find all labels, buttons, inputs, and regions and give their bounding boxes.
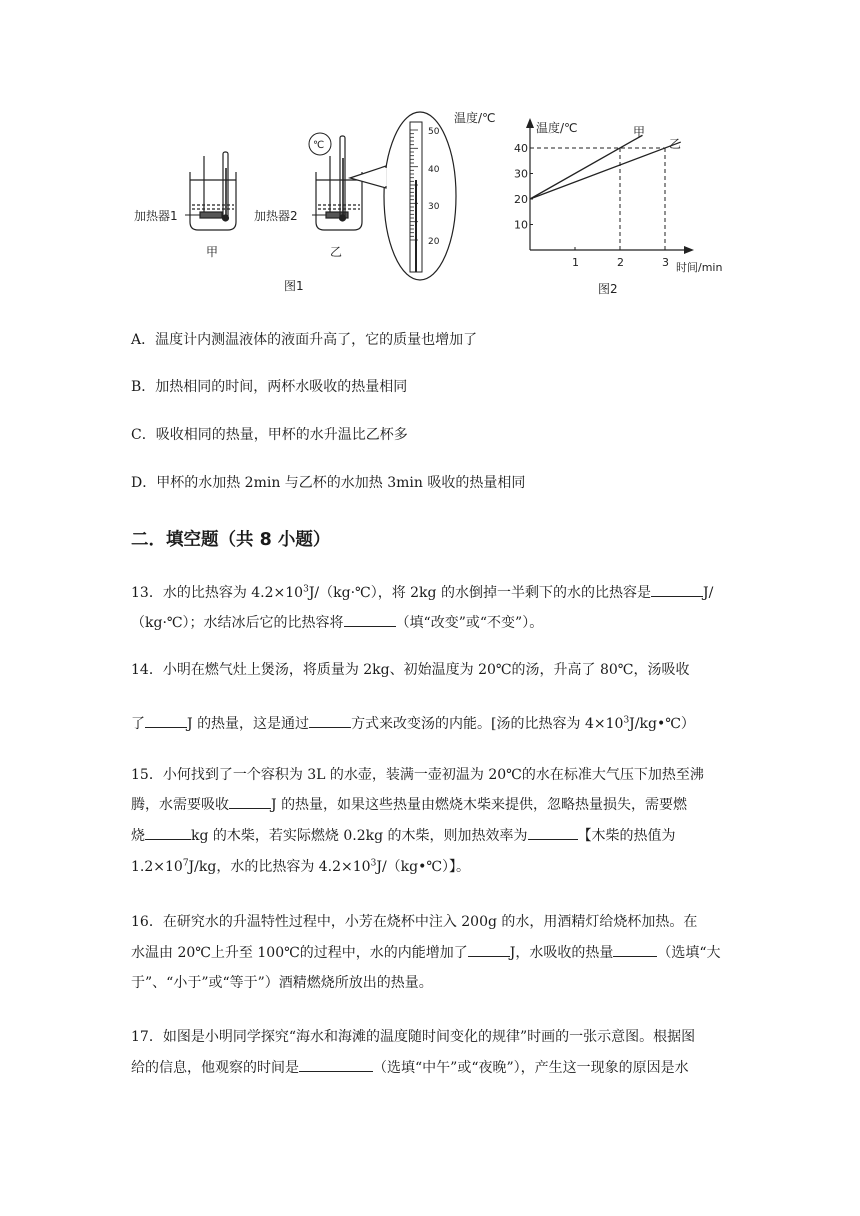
beaker-yi-label: 乙: [330, 245, 343, 259]
q13-text-e: （kg·℃）；水结冰后它的比热容将: [131, 615, 344, 631]
fig2-caption: 图2: [598, 282, 618, 296]
q14-blank-2[interactable]: [309, 713, 351, 728]
q15-text-d: 烧: [131, 828, 145, 844]
q15-text-b: 腾，水需要吸收: [131, 797, 229, 813]
series-label-jia: 甲: [633, 125, 646, 139]
zoom-tick-20: 20: [428, 237, 440, 247]
x-tick-label: 3: [662, 256, 669, 269]
q16-blank-2[interactable]: [613, 942, 657, 957]
x-tick-label: 1: [572, 256, 579, 269]
q14-text-c: J 的热量，这是通过: [187, 716, 310, 732]
q13-text-f: （填“改变”或“不变”）。: [395, 615, 544, 631]
option-d: D．甲杯的水加热 2min 与乙杯的水加热 3min 吸收的热量相同: [131, 475, 526, 491]
q14-text-d: 方式来改变汤的内能。[汤的比热容为 4×10: [351, 716, 624, 732]
q15-blank-2[interactable]: [145, 825, 191, 840]
chart-xlabel: 时间/min: [676, 261, 723, 274]
q15-sup-1: 7: [182, 858, 189, 869]
option-a: A．温度计内测温液体的液面升高了，它的质量也增加了: [131, 332, 478, 348]
q16-line-1: 16．在研究水的升温特性过程中，小芳在烧杯中注入 200g 的水，用酒精灯给烧杯加热。在: [131, 914, 698, 930]
section-title: 二．填空题（共 8 小题）: [131, 530, 331, 550]
q15-text-f: 【木柴的热值为: [577, 828, 676, 844]
heater2-label: 加热器2: [254, 209, 298, 223]
series-line-jia: [530, 135, 643, 199]
q16-line-3: 于”、“小于”或“等于”）酒精燃烧所放出的热量。: [131, 975, 433, 991]
beaker-jia-label: 甲: [206, 245, 219, 259]
fig1-caption: 图1: [284, 279, 304, 293]
option-b: B．加热相同的时间，两杯水吸收的热量相同: [131, 379, 408, 395]
q17-text-c: （选填“中午”或“夜晚”），产生这一现象的原因是水: [373, 1060, 689, 1076]
q14-line-1: 14．小明在燃气灶上煲汤，将质量为 2kg、初始温度为 20℃的汤，升高了 80℃，汤吸收: [131, 662, 690, 678]
q15-text-g: 1.2×10: [131, 859, 183, 875]
figure-svg: [128, 108, 738, 308]
series-line-yi: [530, 142, 681, 199]
q17-blank-1[interactable]: [299, 1057, 373, 1072]
q15-text-e: kg 的木柴，若实际燃烧 0.2kg 的木柴，则加热效率为: [191, 828, 528, 844]
zoom-axis-label: 温度/℃: [454, 111, 496, 125]
y-tick-label: 20: [514, 193, 528, 206]
q14-sup: 3: [623, 715, 630, 726]
option-c: C．吸收相同的热量，甲杯的水升温比乙杯多: [131, 427, 408, 443]
q15-sup-2: 3: [370, 858, 377, 869]
zoom-tick-40: 40: [428, 165, 440, 175]
x-tick-label: 2: [617, 256, 624, 269]
q15-line-1: 15．小何找到了一个容积为 3L 的水壶，装满一壶初温为 20℃的水在标准大气压下加热至沸: [131, 767, 704, 783]
q13-blank-2[interactable]: [344, 612, 396, 627]
y-tick-label: 10: [514, 218, 528, 232]
q13-text-c: J/（kg·℃），将 2kg 的水倒掉一半剩下的水的比热容是: [308, 585, 651, 601]
q17-line-1: 17．如图是小明同学探究“海水和海滩的温度随时间变化的规律”时画的一张示意图。根据图: [131, 1029, 696, 1045]
q16-text-d: （选填“大: [657, 945, 721, 961]
q16-blank-1[interactable]: [468, 942, 510, 957]
zoom-tick-30: 30: [428, 202, 440, 212]
thermometer-zoom: [350, 112, 456, 280]
q15-text-i: J/kg，水的比热容为 4.2×10: [188, 859, 371, 875]
y-tick-label: 40: [514, 142, 528, 155]
zoom-tick-50: 50: [428, 127, 440, 137]
q14-text-b: 了: [131, 716, 145, 732]
q16-text-b: 水温由 20℃上升至 100℃的过程中，水的内能增加了: [131, 945, 468, 961]
q15-blank-3[interactable]: [528, 825, 578, 840]
temperature-chart: [514, 118, 722, 274]
q13-sup: 3: [303, 584, 309, 595]
series-label-yi: 乙: [669, 137, 682, 151]
unit-badge: ℃: [313, 140, 325, 151]
q14-text-f: J/kg•℃）: [629, 716, 695, 732]
heater1-label: 加热器1: [134, 209, 178, 223]
q15-blank-1[interactable]: [229, 794, 271, 809]
q17-text-b: 给的信息，他观察的时间是: [131, 1060, 299, 1076]
q16-text-c: J，水吸收的热量: [509, 945, 614, 961]
q15-text-c: J 的热量，如果这些热量由燃烧木柴来提供，忽略热量损失，需要燃: [271, 797, 688, 813]
chart-ylabel: 温度/℃: [536, 121, 578, 135]
y-tick-label: 30: [514, 167, 528, 181]
beaker-jia: [190, 152, 236, 230]
q14-blank-1[interactable]: [145, 713, 187, 728]
experiment-figure: [128, 108, 738, 308]
q15-text-k: J/（kg•℃）】。: [376, 859, 471, 875]
q13-text-a: 13．水的比热容为 4.2×10: [131, 585, 304, 601]
x-axis-arrow: [684, 246, 694, 254]
y-axis-arrow: [526, 118, 534, 128]
q13-text-d: J/: [702, 585, 714, 601]
q13-blank-1[interactable]: [651, 582, 703, 597]
